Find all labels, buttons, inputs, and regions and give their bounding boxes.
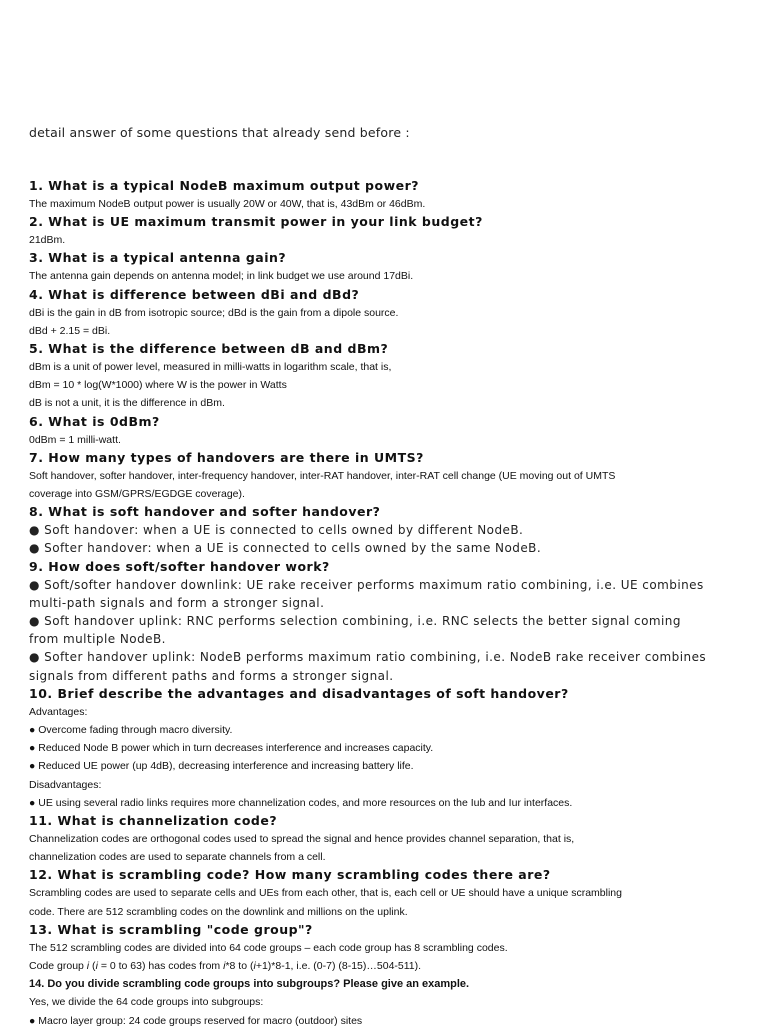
question-8-bullet: ● Soft handover: when a UE is connected to cells owned by different NodeB. [29, 523, 524, 538]
question-12-title: 12. What is scrambling code? How many scrambling codes there are? [29, 867, 551, 883]
question-9-answer-line: ● Softer handover uplink: NodeB performs maximum ratio combining, i.e. NodeB rake receiver combines [29, 650, 707, 665]
text-fragment: +1)*8-1, i.e. (0-7) (8-15)…504-511). [255, 960, 422, 973]
question-7-answer-line: coverage into GSM/GPRS/EGDGE coverage). [29, 488, 245, 501]
italic-variable: i [223, 960, 226, 973]
question-7-title: 7. How many types of handovers are there in UMTS? [29, 449, 424, 465]
question-14-answer-line: Yes, we divide the 64 code groups into subgroups: [29, 996, 264, 1009]
question-5-answer-line: dBm = 10 * log(W*1000) where W is the power in Watts [29, 379, 287, 392]
question-4-answer-line: dBd + 2.15 = dBi. [29, 324, 111, 337]
question-9-title: 9. How does soft/softer handover work? [29, 558, 330, 574]
question-11-answer-line: Channelization codes are orthogonal codes used to spread the signal and hence provides channel separation, that is, [29, 833, 575, 846]
question-1-title: 1. What is a typical NodeB maximum output power? [29, 178, 420, 193]
document-page [29, 124, 749, 1030]
question-10-answer-line: Advantages: [29, 705, 88, 718]
question-13-title: 13. What is scrambling "code group"? [29, 921, 313, 937]
question-9-answer-line: signals from different paths and forms a stronger signal. [29, 668, 394, 683]
question-8-title: 8. What is soft handover and softer handover? [29, 504, 381, 520]
text-fragment: = 0 to 63) has codes from [97, 960, 224, 973]
question-9-answer-line: ● Soft handover uplink: RNC performs selection combining, i.e. RNC selects the better signal coming [29, 614, 681, 629]
intro-text: detail answer of some questions that already send before : [29, 125, 410, 140]
question-11-title: 11. What is channelization code? [29, 813, 278, 829]
question-4-title: 4. What is difference between dBi and dBd? [29, 286, 360, 302]
question-9-answer-line: multi-path signals and form a stronger signal. [29, 595, 325, 610]
question-5-answer-line: dBm is a unit of power level, measured in milli-watts in logarithm scale, that is, [29, 361, 392, 374]
question-12-answer-line: Scrambling codes are used to separate cells and UEs from each other, that is, each cell or UE should have a unique scrambling [29, 887, 622, 900]
question-10-answer-line: Disadvantages: [29, 778, 102, 791]
question-14-title: 14. Do you divide scrambling code groups into subgroups? Please give an example. [29, 978, 470, 991]
question-13-answer-line [29, 957, 749, 975]
question-10-answer-line: ● Overcome fading through macro diversity. [29, 724, 233, 737]
question-3-answer: The antenna gain depends on antenna model; in link budget we use around 17dBi. [29, 270, 414, 283]
text-fragment: ( [89, 960, 96, 973]
question-9-answer-line: ● Soft/softer handover downlink: UE rake receiver performs maximum ratio combining, i.e. UE combines [29, 577, 704, 592]
question-11-answer-line: channelization codes are used to separate channels from a cell. [29, 851, 326, 864]
question-10-title: 10. Brief describe the advantages and disadvantages of soft handover? [29, 685, 569, 701]
text-fragment: *8 to ( [225, 960, 254, 973]
question-13-answer-line: The 512 scrambling codes are divided into 64 code groups – each code group has 8 scrambling codes. [29, 941, 508, 954]
question-4-answer-line: dBi is the gain in dB from isotropic source; dBd is the gain from a dipole source. [29, 306, 399, 319]
italic-variable: i [253, 960, 256, 973]
question-10-answer-line: ● Reduced Node B power which in turn decreases interference and increases capacity. [29, 742, 434, 755]
question-6-answer: 0dBm = 1 milli-watt. [29, 433, 121, 446]
question-14-answer-line: ● Macro layer group: 24 code groups reserved for macro (outdoor) sites [29, 1014, 363, 1027]
question-7-answer-line: Soft handover, softer handover, inter-frequency handover, inter-RAT handover, inter-RAT cell change (UE moving out of UMTS [29, 469, 616, 482]
italic-variable: i [95, 960, 98, 973]
question-12-answer-line: code. There are 512 scrambling codes on the downlink and millions on the uplink. [29, 905, 408, 918]
question-3-title: 3. What is a typical antenna gain? [29, 250, 287, 266]
question-1-answer: The maximum NodeB output power is usually 20W or 40W, that is, 43dBm or 46dBm. [29, 198, 426, 210]
question-10-answer-line: ● UE using several radio links requires more channelization codes, and more resources on the Iub and Iur interfaces. [29, 796, 573, 809]
italic-variable: i [86, 960, 90, 973]
question-2-answer: 21dBm. [29, 234, 66, 247]
question-5-title: 5. What is the difference between dB and dBm? [29, 341, 389, 357]
question-8-bullet: ● Softer handover: when a UE is connected to cells owned by the same NodeB. [29, 541, 542, 556]
question-2-title: 2. What is UE maximum transmit power in your link budget? [29, 214, 483, 230]
question-9-answer-line: from multiple NodeB. [29, 632, 166, 647]
question-10-answer-line: ● Reduced UE power (up 4dB), decreasing interference and increasing battery life. [29, 760, 414, 773]
question-6-title: 6. What is 0dBm? [29, 413, 160, 429]
text-fragment: Code group [29, 960, 87, 973]
question-5-answer-line: dB is not a unit, it is the difference in dBm. [29, 397, 225, 410]
